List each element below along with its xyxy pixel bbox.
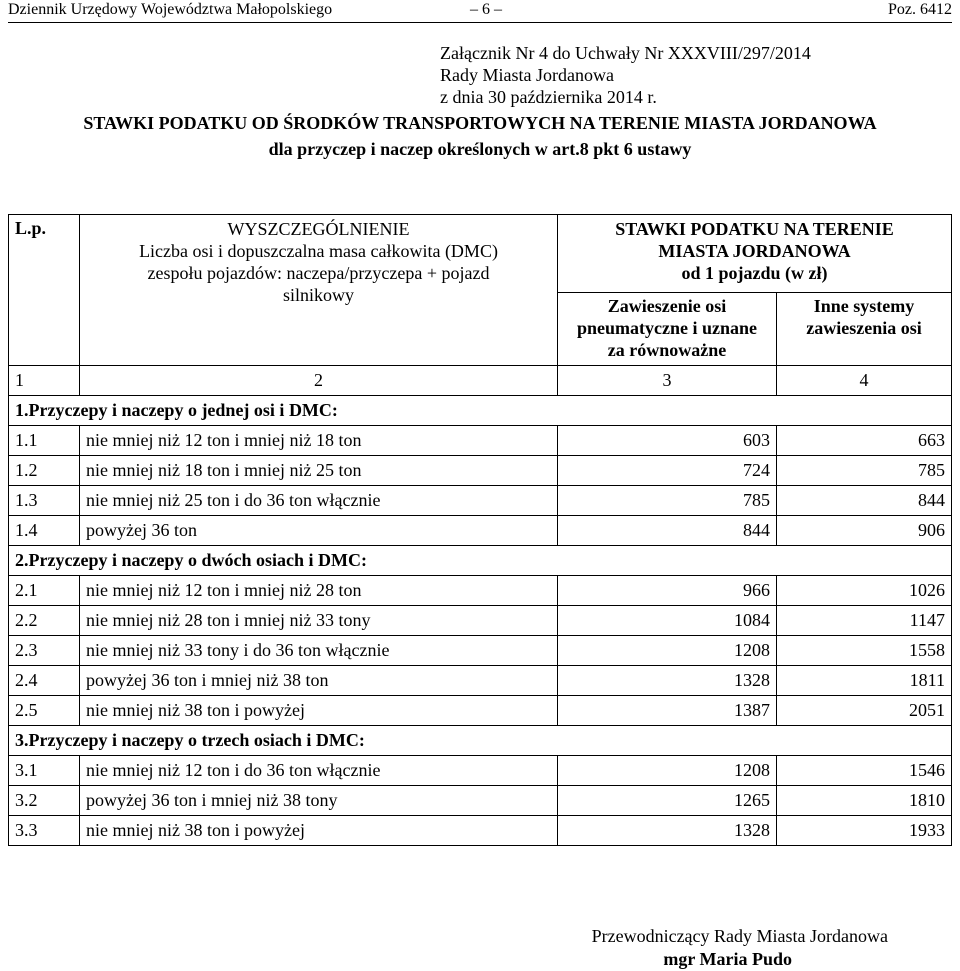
rate-pneumatic: 1084 [558, 606, 777, 636]
table-header-row [9, 215, 952, 293]
row-lp: 3.3 [9, 816, 80, 846]
page-number: – 6 – [470, 1, 502, 18]
table-row [9, 456, 952, 486]
row-lp: 1.3 [9, 486, 80, 516]
signature-role: Przewodniczący Rady Miasta Jordanowa [591, 926, 888, 946]
row-description: nie mniej niż 28 ton i mniej niż 33 tony [80, 606, 558, 636]
journal-title: Dziennik Urzędowy Województwa Małopolskiego [8, 1, 333, 18]
header-rates-line-2: MIASTA JORDANOWA [658, 241, 851, 261]
rate-other: 2051 [777, 696, 952, 726]
rate-pneumatic: 966 [558, 576, 777, 606]
row-lp: 1.1 [9, 426, 80, 456]
table-row [9, 696, 952, 726]
rate-other: 663 [777, 426, 952, 456]
rate-other: 1026 [777, 576, 952, 606]
rate-pneumatic: 1328 [558, 816, 777, 846]
table-row [9, 756, 952, 786]
rate-pneumatic: 724 [558, 456, 777, 486]
row-description: nie mniej niż 12 ton i do 36 ton włącznie [80, 756, 558, 786]
row-description: nie mniej niż 38 ton i powyżej [80, 696, 558, 726]
column-header-rates [558, 215, 952, 293]
rate-pneumatic: 1387 [558, 696, 777, 726]
row-lp: 2.4 [9, 666, 80, 696]
row-description: powyżej 36 ton [80, 516, 558, 546]
annex-line-2: Rady Miasta Jordanowa [440, 65, 614, 85]
section-row [9, 546, 952, 576]
column-number-row [9, 366, 952, 396]
column-number-1: 1 [9, 366, 80, 396]
column-number-2: 2 [80, 366, 558, 396]
column-header-pneumatic [558, 293, 777, 366]
row-lp: 1.4 [9, 516, 80, 546]
header-desc-line-1: WYSZCZEGÓLNIENIE [227, 219, 410, 239]
table-row [9, 516, 952, 546]
row-description: nie mniej niż 12 ton i mniej niż 28 ton [80, 576, 558, 606]
rate-other: 844 [777, 486, 952, 516]
section-title: 1.Przyczepy i naczepy o jednej osi i DMC: [9, 396, 952, 426]
row-lp: 3.2 [9, 786, 80, 816]
header-desc-line-3: zespołu pojazdów: naczepa/przyczepa + pojazd [147, 263, 490, 283]
header-desc-line-4: silnikowy [282, 285, 354, 305]
section-row [9, 726, 952, 756]
row-lp: 1.2 [9, 456, 80, 486]
table-row [9, 606, 952, 636]
table-row [9, 666, 952, 696]
rate-pneumatic: 785 [558, 486, 777, 516]
header-pneumatic-line-1: Zawieszenie osi [607, 296, 727, 316]
rate-other: 1810 [777, 786, 952, 816]
header-pneumatic-line-3: za równoważne [607, 340, 727, 360]
table-row [9, 816, 952, 846]
row-lp: 3.1 [9, 756, 80, 786]
rate-other: 1147 [777, 606, 952, 636]
table-row [9, 636, 952, 666]
rate-other: 785 [777, 456, 952, 486]
column-header-lp: L.p. [9, 215, 80, 366]
table-row [9, 486, 952, 516]
row-description: powyżej 36 ton i mniej niż 38 ton [80, 666, 558, 696]
tax-rates-table [8, 214, 952, 846]
rate-pneumatic: 603 [558, 426, 777, 456]
table-row [9, 426, 952, 456]
rate-pneumatic: 1208 [558, 756, 777, 786]
rate-other: 906 [777, 516, 952, 546]
row-description: nie mniej niż 18 ton i mniej niż 25 ton [80, 456, 558, 486]
column-header-other [777, 293, 952, 366]
section-title: 3.Przyczepy i naczepy o trzech osiach i DMC: [9, 726, 952, 756]
row-description: nie mniej niż 33 tony i do 36 ton włącznie [80, 636, 558, 666]
annex-info [440, 42, 811, 108]
position-number: Poz. 6412 [888, 1, 952, 18]
header-pneumatic-line-2: pneumatyczne i uznane [577, 318, 757, 338]
column-number-3: 3 [558, 366, 777, 396]
table-row [9, 576, 952, 606]
row-lp: 2.1 [9, 576, 80, 606]
header-other-line-1: Inne systemy [813, 296, 915, 316]
document-title: STAWKI PODATKU OD ŚRODKÓW TRANSPORTOWYCH NA TERENIE MIASTA JORDANOWA [83, 113, 877, 133]
column-number-4: 4 [777, 366, 952, 396]
row-description: nie mniej niż 25 ton i do 36 ton włącznie [80, 486, 558, 516]
table-row [9, 786, 952, 816]
header-other-line-2: zawieszenia osi [806, 318, 922, 338]
rate-pneumatic: 844 [558, 516, 777, 546]
column-header-description [80, 215, 558, 366]
rate-other: 1558 [777, 636, 952, 666]
rate-pneumatic: 1328 [558, 666, 777, 696]
header-desc-line-2: Liczba osi i dopuszczalna masa całkowita (DMC) [139, 241, 498, 261]
rate-other: 1546 [777, 756, 952, 786]
header-rates-line-3: od 1 pojazdu (w zł) [681, 263, 828, 283]
journal-header [8, 0, 952, 23]
section-row [9, 396, 952, 426]
header-rates-line-1: STAWKI PODATKU NA TERENIE [615, 219, 894, 239]
row-lp: 2.3 [9, 636, 80, 666]
annex-line-3: z dnia 30 października 2014 r. [440, 87, 657, 107]
row-lp: 2.2 [9, 606, 80, 636]
section-title: 2.Przyczepy i naczepy o dwóch osiach i DMC: [9, 546, 952, 576]
row-description: powyżej 36 ton i mniej niż 38 tony [80, 786, 558, 816]
document-subtitle: dla przyczep i naczep określonych w art.8 pkt 6 ustawy [268, 139, 692, 159]
row-description: nie mniej niż 38 ton i powyżej [80, 816, 558, 846]
rate-pneumatic: 1265 [558, 786, 777, 816]
rate-other: 1933 [777, 816, 952, 846]
rate-other: 1811 [777, 666, 952, 696]
row-lp: 2.5 [9, 696, 80, 726]
row-description: nie mniej niż 12 ton i mniej niż 18 ton [80, 426, 558, 456]
signature-name: mgr Maria Pudo [663, 949, 792, 969]
rate-pneumatic: 1208 [558, 636, 777, 666]
annex-line-1: Załącznik Nr 4 do Uchwały Nr XXXVIII/297/2014 [440, 43, 811, 63]
